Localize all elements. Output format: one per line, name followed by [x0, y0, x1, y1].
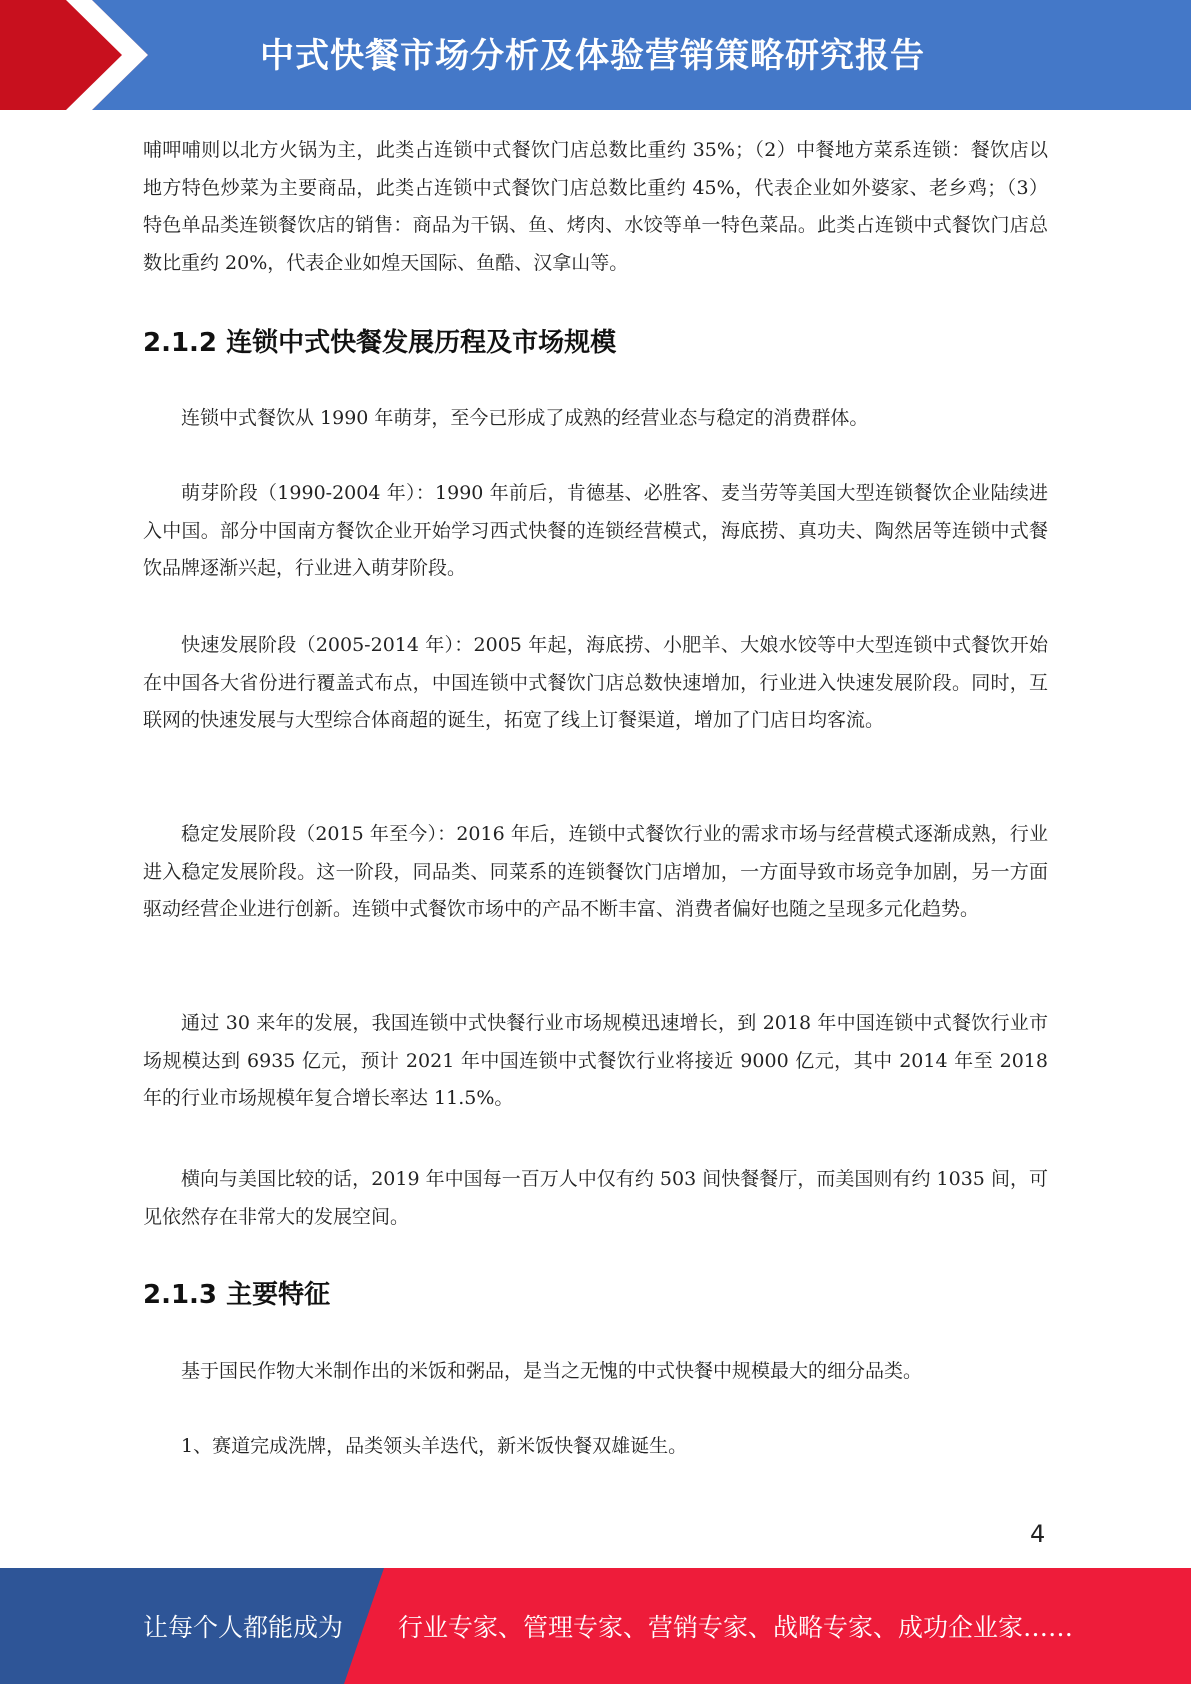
paragraph-sprout-stage: 萌芽阶段（1990-2004 年）：1990 年前后，肯德基、必胜客、麦当劳等美国大型连锁餐饮企业陆续进入中国。部分中国南方餐饮企业开始学习西式快餐的连锁经营模式，海底捞、真功夫、陶然居等连锁中式餐饮品牌逐渐兴起，行业进入萌芽阶段。	[143, 482, 1048, 579]
paragraph-chain-categories: 哺呷哺则以北方火锅为主，此类占连锁中式餐饮门店总数比重约 35%；（2）中餐地方菜系连锁：餐饮店以地方特色炒菜为主要商品，此类占连锁中式餐饮门店总数比重约 45%，代表企业如外婆家、老乡鸡；（3）特色单品类连锁餐饮店的销售：商品为干锅、鱼、烤肉、水饺等单一特色菜品。此类占连锁中式餐饮门店总数比重约 20%，代表企业如煌天国际、鱼酷、汉拿山等。	[143, 139, 1048, 274]
paragraph-list-item-1: 1、赛道完成洗牌，品类领头羊迭代，新米饭快餐双雄诞生。	[181, 1435, 688, 1457]
footer-slogan-left: 让每个人都能成为	[143, 1613, 344, 1642]
paragraph-rapid-growth-stage: 快速发展阶段（2005-2014 年）：2005 年起，海底捞、小肥羊、大娘水饺等中大型连锁中式餐饮开始在中国各大省份进行覆盖式布点，中国连锁中式餐饮门店总数快速增加，行业进入快速发展阶段。同时，互联网的快速发展与大型综合体商超的诞生，拓宽了线上订餐渠道，增加了门店日均客流。	[143, 634, 1048, 731]
page-footer	[0, 1568, 1191, 1684]
paragraph-us-comparison: 横向与美国比较的话，2019 年中国每一百万人中仅有约 503 间快餐餐厅，而美国则有约 1035 间，可见依然存在非常大的发展空间。	[143, 1168, 1048, 1228]
page-header	[0, 0, 1191, 110]
report-title: 中式快餐市场分析及体验营销策略研究报告	[260, 36, 925, 76]
section-heading-2-1-3: 2.1.3 主要特征	[143, 1280, 331, 1310]
page-number: 4	[1030, 1520, 1046, 1548]
section-heading-2-1-2: 2.1.2 连锁中式快餐发展历程及市场规模	[143, 328, 617, 358]
footer-slogan-right: 行业专家、管理专家、营销专家、战略专家、成功企业家……	[398, 1613, 1074, 1642]
paragraph-intro-history: 连锁中式餐饮从 1990 年萌芽，至今已形成了成熟的经营业态与稳定的消费群体。	[181, 407, 869, 429]
paragraph-rice-category: 基于国民作物大米制作出的米饭和粥品，是当之无愧的中式快餐中规模最大的细分品类。	[181, 1360, 923, 1382]
paragraph-stable-stage: 稳定发展阶段（2015 年至今）：2016 年后，连锁中式餐饮行业的需求市场与经营模式逐渐成熟，行业进入稳定发展阶段。这一阶段，同品类、同菜系的连锁餐饮门店增加，一方面导致市场竞争加剧，另一方面驱动经营企业进行创新。连锁中式餐饮市场中的产品不断丰富、消费者偏好也随之呈现多元化趋势。	[143, 823, 1048, 920]
paragraph-market-scale: 通过 30 来年的发展，我国连锁中式快餐行业市场规模迅速增长，到 2018 年中国连锁中式餐饮行业市场规模达到 6935 亿元，预计 2021 年中国连锁中式餐饮行业将接近 9000 亿元，其中 2014 年至 2018 年的行业市场规模年复合增长率达 11.5%。	[143, 1012, 1048, 1109]
